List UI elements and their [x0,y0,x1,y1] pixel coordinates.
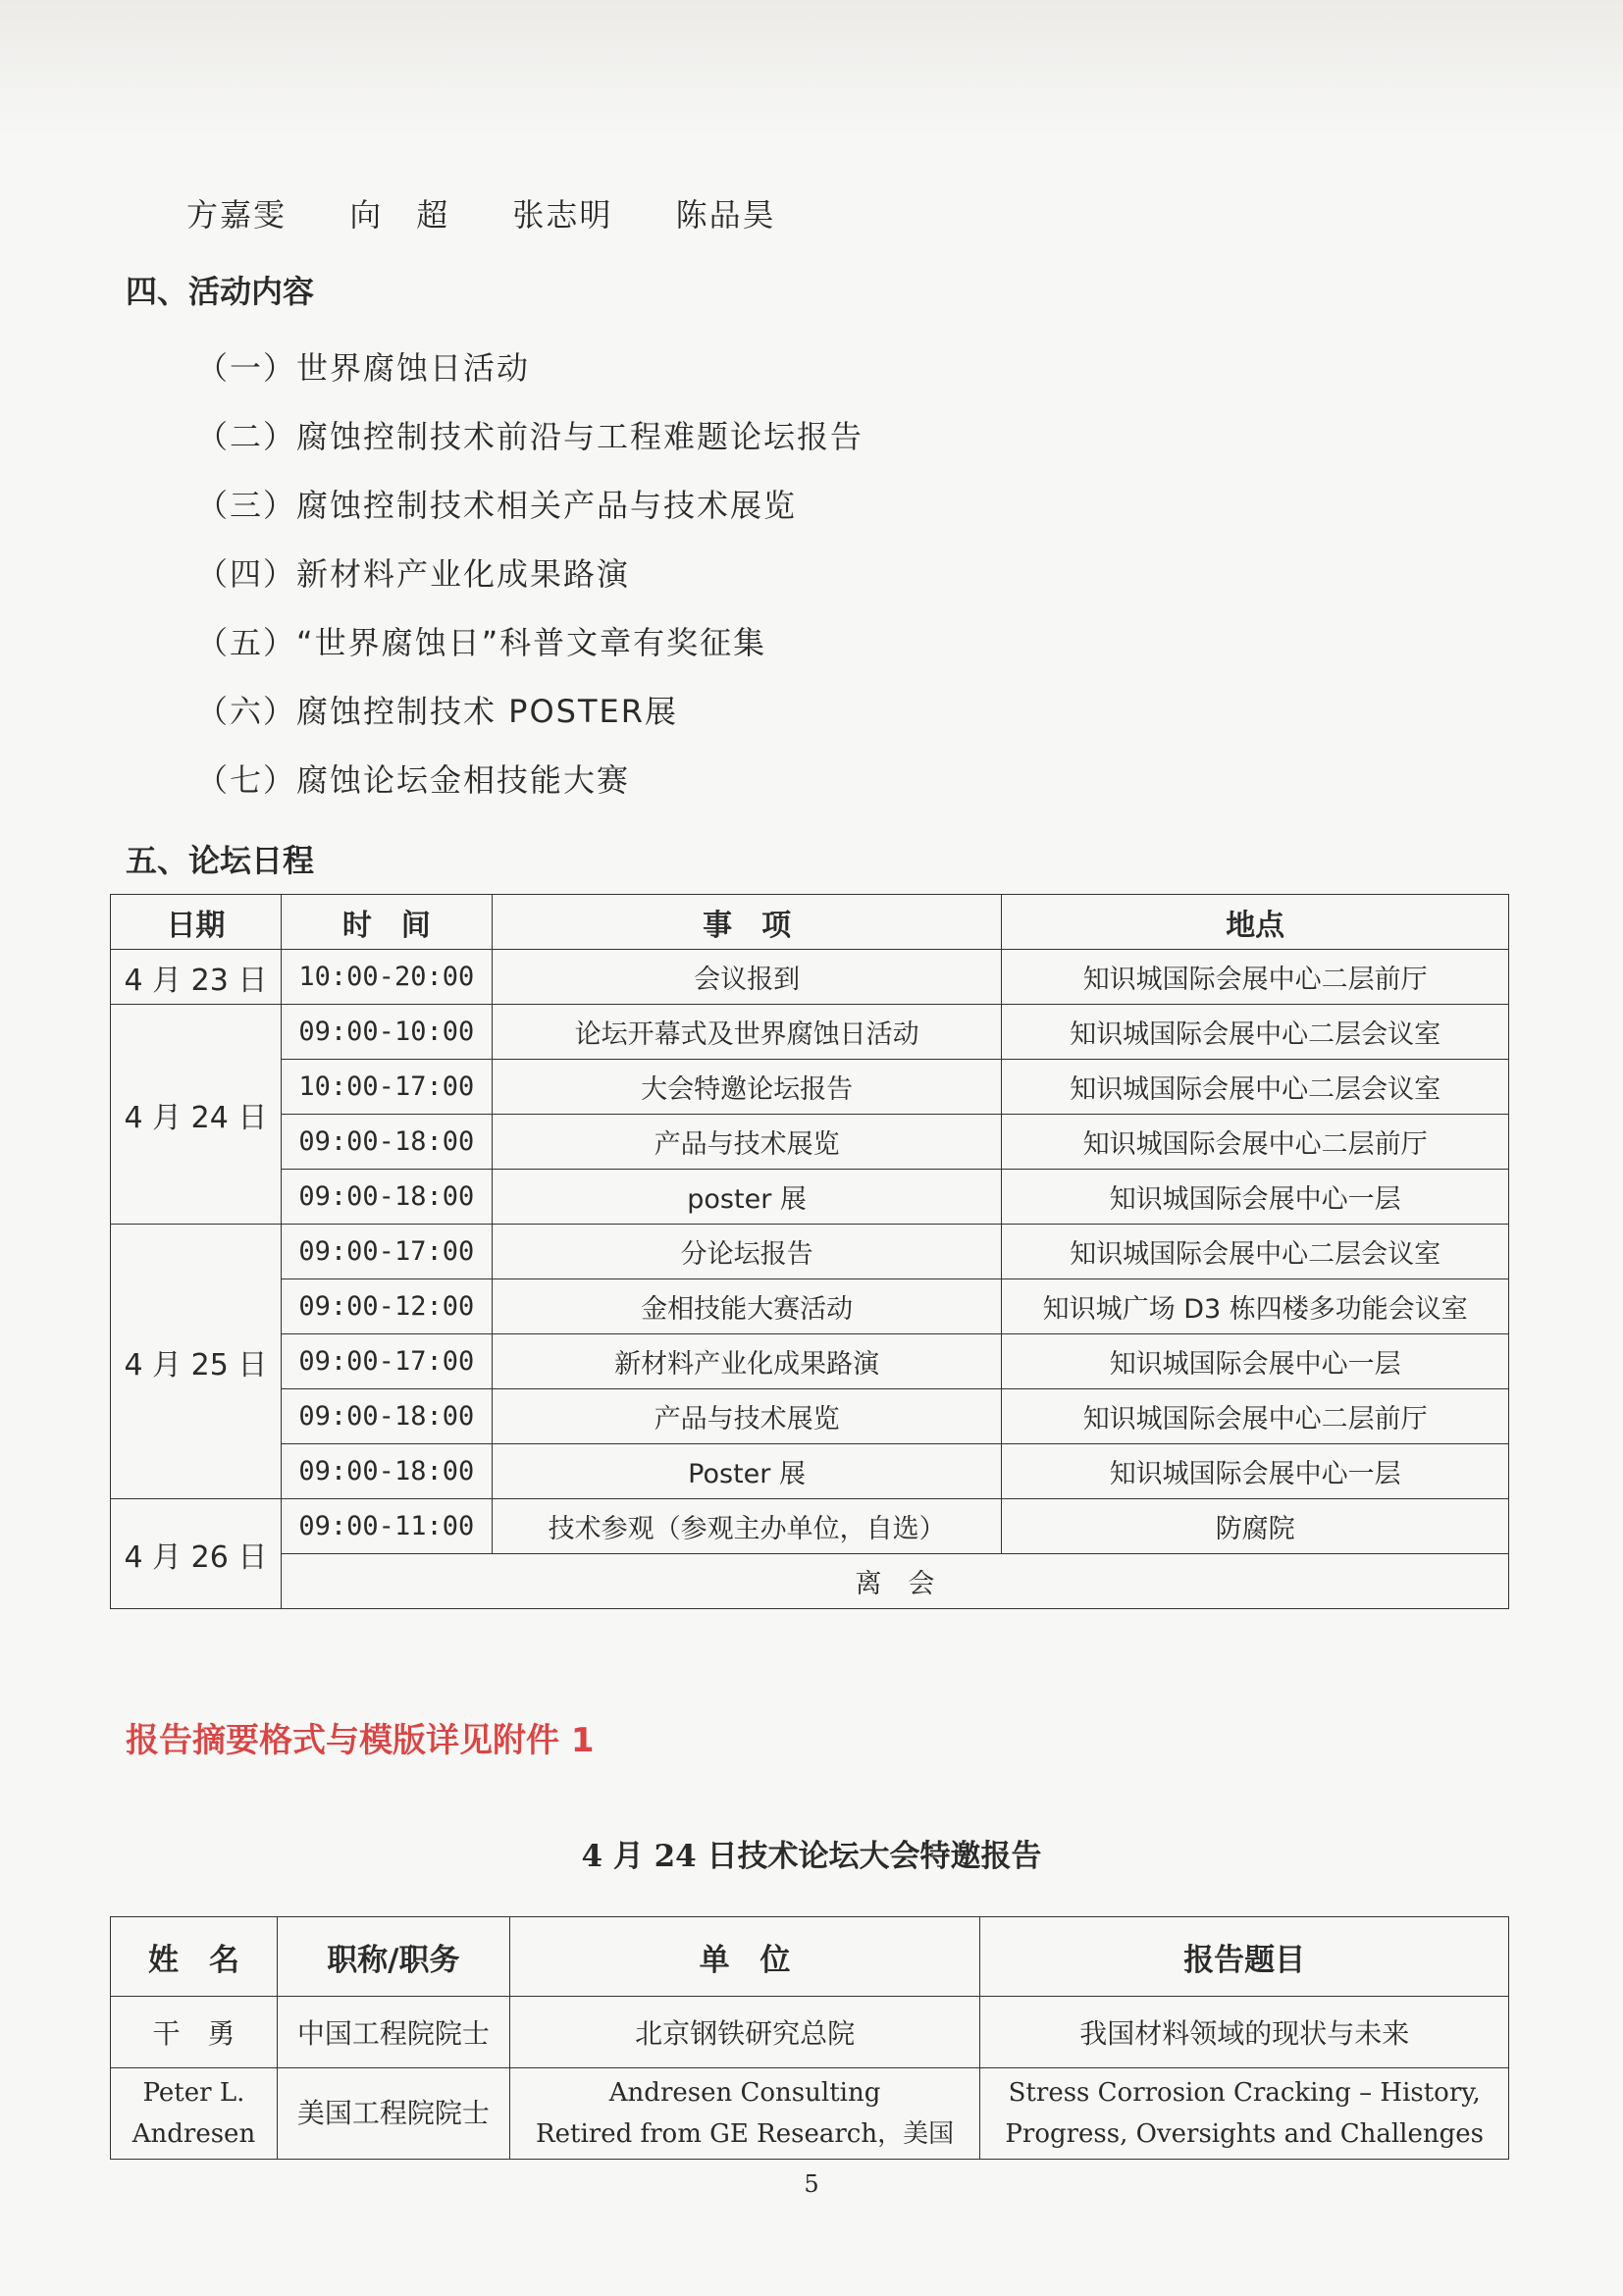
table-row [111,1334,1509,1389]
table-row [111,1115,1509,1170]
speaker-name: 干 勇 [111,1997,278,2068]
table-row [111,2068,1509,2160]
event-cell: 分论坛报告 [492,1225,1002,1279]
event-cell: poster 展 [492,1170,1002,1225]
activity-item: （六）腐蚀控制技术 POSTER展 [196,693,678,730]
closing-cell: 离 会 [281,1554,1508,1609]
column-header: 单 位 [509,1917,980,1997]
time-cell: 10:00-20:00 [281,950,492,1005]
table-header-row [111,895,1509,950]
event-cell: 产品与技术展览 [492,1389,1002,1444]
column-header: 日期 [111,895,282,950]
attachment-note: 报告摘要格式与模版详见附件 1 [126,1721,595,1760]
location-cell: 知识城国际会展中心二层会议室 [1002,1060,1509,1115]
section-heading: 五、论坛日程 [126,842,315,879]
table-row [111,1170,1509,1225]
speakers-table [110,1916,1509,2160]
title-line: Stress Corrosion Cracking – History, [1008,2078,1481,2108]
location-cell: 知识城国际会展中心一层 [1002,1170,1509,1225]
event-cell: 大会特邀论坛报告 [492,1060,1002,1115]
section-heading: 四、活动内容 [126,273,315,310]
date-cell: 4 月 23 日 [111,950,282,1005]
table-row [111,1499,1509,1554]
report-title: 我国材料领域的现状与未来 [980,1997,1509,2068]
date-cell: 4 月 26 日 [111,1499,282,1609]
activity-item: （三）腐蚀控制技术相关产品与技术展览 [196,487,798,524]
table-row [111,1225,1509,1279]
names-line [186,190,810,235]
location-cell: 知识城国际会展中心一层 [1002,1334,1509,1389]
table-header-row [111,1917,1509,1997]
time-cell: 09:00-12:00 [281,1279,492,1334]
time-cell: 09:00-10:00 [281,1005,492,1060]
table-row [111,950,1509,1005]
speaker-position: 中国工程院院士 [277,1997,509,2068]
name: 张志明 [512,196,613,234]
time-cell: 09:00-18:00 [281,1389,492,1444]
time-cell: 09:00-18:00 [281,1170,492,1225]
org-line: Retired from GE Research，美国 [536,2119,955,2149]
table-row [111,1554,1509,1609]
table-row [111,1005,1509,1060]
date-cell: 4 月 24 日 [111,1005,282,1225]
location-cell: 防腐院 [1002,1499,1509,1554]
name: 方嘉雯 [186,196,288,234]
scan-shadow [0,0,1623,137]
activity-item: （一）世界腐蚀日活动 [196,349,531,387]
column-header: 地点 [1002,895,1509,950]
location-cell: 知识城国际会展中心二层前厅 [1002,1115,1509,1170]
column-header: 报告题目 [980,1917,1509,1997]
location-cell: 知识城国际会展中心一层 [1002,1444,1509,1499]
name: 陈品昊 [675,196,776,234]
time-cell: 10:00-17:00 [281,1060,492,1115]
location-cell: 知识城国际会展中心二层前厅 [1002,1389,1509,1444]
activity-item: （七）腐蚀论坛金相技能大赛 [196,761,631,799]
column-header: 时 间 [281,895,492,950]
table-row [111,1444,1509,1499]
time-cell: 09:00-17:00 [281,1334,492,1389]
event-cell: 新材料产业化成果路演 [492,1334,1002,1389]
location-cell: 知识城国际会展中心二层会议室 [1002,1005,1509,1060]
event-cell: 技术参观（参观主办单位，自选） [492,1499,1002,1554]
location-cell: 知识城国际会展中心二层前厅 [1002,950,1509,1005]
report-title [980,2068,1509,2160]
location-cell: 知识城国际会展中心二层会议室 [1002,1225,1509,1279]
time-cell: 09:00-18:00 [281,1115,492,1170]
speaker-position: 美国工程院院士 [277,2068,509,2160]
page-number: 5 [804,2170,819,2198]
table-title: 4 月 24 日技术论坛大会特邀报告 [581,1839,1042,1874]
column-header: 姓 名 [111,1917,278,1997]
event-cell: 会议报到 [492,950,1002,1005]
activity-item: （五）“世界腐蚀日”科普文章有奖征集 [196,624,767,661]
org-line: Andresen Consulting [608,2078,881,2108]
time-cell: 09:00-18:00 [281,1444,492,1499]
speaker-name: Peter L. Andresen [111,2068,278,2160]
schedule-table [110,894,1509,1609]
table-row [111,1997,1509,2068]
time-cell: 09:00-11:00 [281,1499,492,1554]
table-row [111,1060,1509,1115]
table-row [111,1279,1509,1334]
speaker-org: 北京钢铁研究总院 [509,1997,980,2068]
time-cell: 09:00-17:00 [281,1225,492,1279]
activity-item: （四）新材料产业化成果路演 [196,555,631,593]
location-cell: 知识城广场 D3 栋四楼多功能会议室 [1002,1279,1509,1334]
event-cell: Poster 展 [492,1444,1002,1499]
event-cell: 论坛开幕式及世界腐蚀日活动 [492,1005,1002,1060]
table-row [111,1389,1509,1444]
activity-item: （二）腐蚀控制技术前沿与工程难题论坛报告 [196,418,864,455]
event-cell: 金相技能大赛活动 [492,1279,1002,1334]
column-header: 职称/职务 [277,1917,509,1997]
event-cell: 产品与技术展览 [492,1115,1002,1170]
date-cell: 4 月 25 日 [111,1225,282,1499]
speaker-org [509,2068,980,2160]
column-header: 事 项 [492,895,1002,950]
title-line: Progress, Oversights and Challenges [1005,2119,1484,2149]
name: 向 超 [349,196,450,234]
